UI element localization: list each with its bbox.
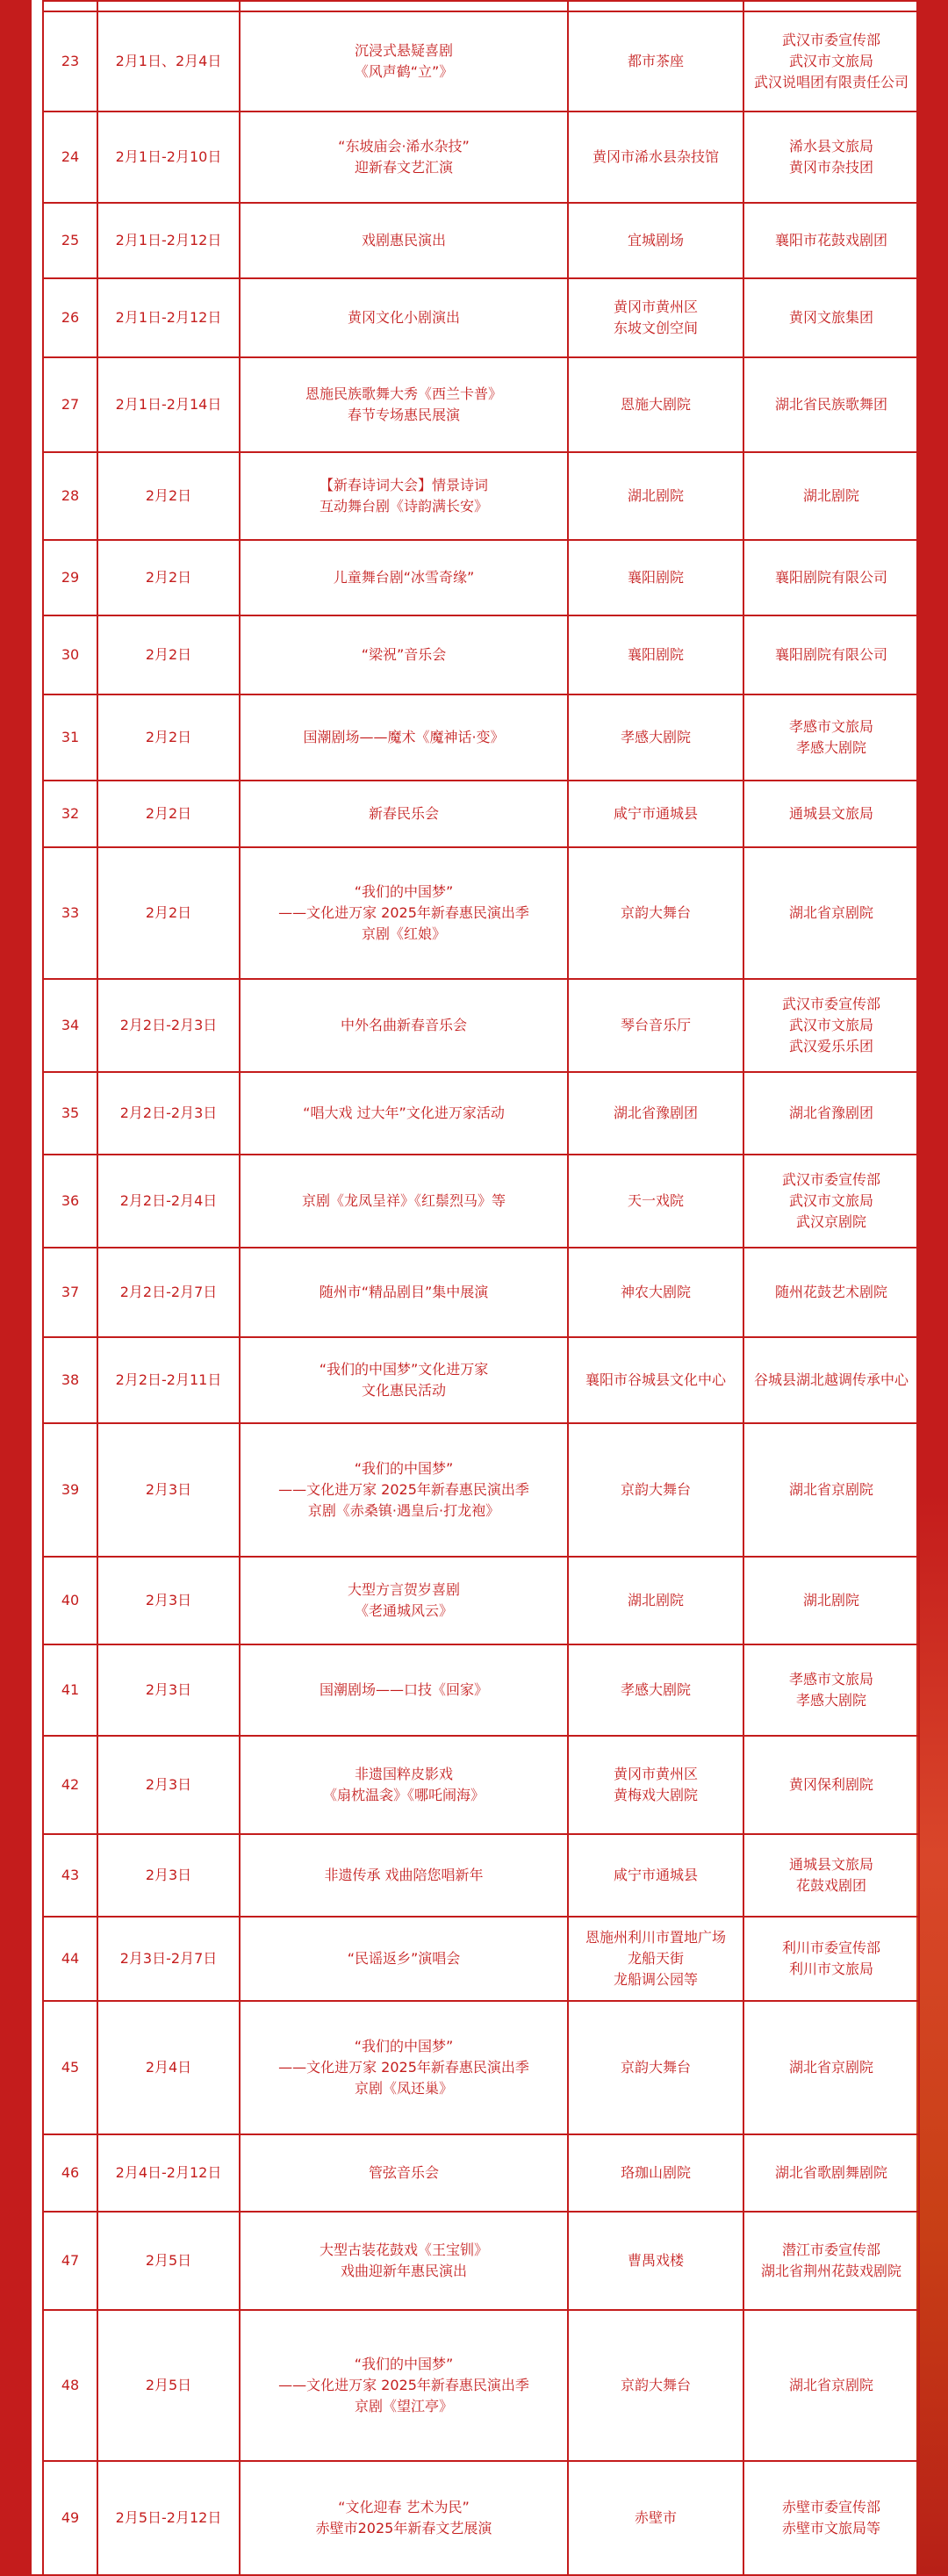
cell-program: “我们的中国梦” ——文化进万家 2025年新春惠民演出季 京剧《红娘》	[240, 847, 568, 979]
table-row	[43, 1423, 919, 1557]
cell-venue: 襄阳剧院	[568, 540, 743, 615]
cell-program: 儿童舞台剧“冰雪奇缘”	[240, 540, 568, 615]
cell-organizer: 通城县文旅局 花鼓戏剧团	[743, 1834, 919, 1917]
cell-date: 2月5日-2月12日	[97, 2461, 240, 2575]
cell-program: “我们的中国梦”文化进万家 文化惠民活动	[240, 1337, 568, 1423]
cell-venue: 黄冈市浠水县杂技馆	[568, 112, 743, 203]
cell-number: 27	[43, 357, 97, 452]
cell-date: 2月3日	[97, 1557, 240, 1644]
cell-organizer: 潜江市委宣传部 湖北省荆州花鼓戏剧院	[743, 2212, 919, 2310]
cell-date: 2月3日	[97, 1834, 240, 1917]
cell-date: 2月3日	[97, 1736, 240, 1834]
table-row	[43, 112, 919, 203]
cell-venue: 恩施州利川市置地广场 龙船天街 龙船调公园等	[568, 1917, 743, 2001]
cell-date: 2月1日-2月12日	[97, 278, 240, 357]
right-red-border	[916, 0, 948, 2574]
cell-date: 2月5日	[97, 2310, 240, 2461]
cell-program: 随州市“精品剧目”集中展演	[240, 1248, 568, 1337]
table-row	[43, 2461, 919, 2575]
cell-venue: 赤壁市	[568, 2461, 743, 2575]
cell-program: “我们的中国梦” ——文化进万家 2025年新春惠民演出季 京剧《凤还巢》	[240, 2001, 568, 2134]
table-row	[43, 979, 919, 1072]
cell-organizer: 随州花鼓艺术剧院	[743, 1248, 919, 1337]
cell-number: 33	[43, 847, 97, 979]
table-row	[43, 1917, 919, 2001]
cell-program: 大型古装花鼓戏《王宝钏》 戏曲迎新年惠民演出	[240, 2212, 568, 2310]
cell-organizer: 湖北省歌剧舞剧院	[743, 2134, 919, 2212]
cell-organizer	[743, 1, 919, 11]
cell-venue: 琴台音乐厅	[568, 979, 743, 1072]
table-body	[43, 1, 919, 2575]
cell-venue	[568, 1, 743, 11]
cell-organizer: 襄阳剧院有限公司	[743, 615, 919, 694]
cell-program: 国潮剧场——魔术《魔神话·变》	[240, 694, 568, 781]
table-row	[43, 2310, 919, 2461]
cell-venue: 咸宁市通城县	[568, 1834, 743, 1917]
cell-venue: 襄阳市谷城县文化中心	[568, 1337, 743, 1423]
cell-program: 沉浸式悬疑喜剧 《风声鹤“立”》	[240, 11, 568, 112]
cell-number: 24	[43, 112, 97, 203]
cell-organizer: 襄阳市花鼓戏剧团	[743, 203, 919, 278]
cell-program: 恩施民族歌舞大秀《西兰卡普》 春节专场惠民展演	[240, 357, 568, 452]
table-row	[43, 2134, 919, 2212]
cell-program: 国潮剧场——口技《回家》	[240, 1644, 568, 1736]
table-row	[43, 203, 919, 278]
table-row	[43, 1834, 919, 1917]
cell-program: 京剧《龙凤呈祥》《红鬃烈马》等	[240, 1155, 568, 1248]
cell-organizer: 襄阳剧院有限公司	[743, 540, 919, 615]
table-row	[43, 615, 919, 694]
cell-organizer: 湖北省京剧院	[743, 1423, 919, 1557]
cell-date: 2月4日	[97, 2001, 240, 2134]
cell-program: 黄冈文化小剧演出	[240, 278, 568, 357]
cell-organizer: 黄冈保利剧院	[743, 1736, 919, 1834]
cell-venue: 天一戏院	[568, 1155, 743, 1248]
cell-program: 新春民乐会	[240, 781, 568, 847]
cell-venue: 恩施大剧院	[568, 357, 743, 452]
cell-organizer: 湖北省京剧院	[743, 847, 919, 979]
cell-number: 30	[43, 615, 97, 694]
cell-venue: 都市茶座	[568, 11, 743, 112]
cell-number: 35	[43, 1072, 97, 1155]
cell-date: 2月2日-2月11日	[97, 1337, 240, 1423]
performance-schedule-table	[42, 0, 920, 2576]
cell-venue: 襄阳剧院	[568, 615, 743, 694]
cell-date: 2月3日	[97, 1644, 240, 1736]
cell-program: 戏剧惠民演出	[240, 203, 568, 278]
cell-program: “梁祝”音乐会	[240, 615, 568, 694]
cell-date: 2月1日、2月4日	[97, 11, 240, 112]
cell-venue: 京韵大舞台	[568, 847, 743, 979]
cell-number: 25	[43, 203, 97, 278]
cell-number: 39	[43, 1423, 97, 1557]
cell-venue: 神农大剧院	[568, 1248, 743, 1337]
table-row	[43, 278, 919, 357]
cell-organizer: 湖北剧院	[743, 452, 919, 540]
table-row	[43, 1337, 919, 1423]
cell-venue: 湖北省豫剧团	[568, 1072, 743, 1155]
cell-venue: 孝感大剧院	[568, 694, 743, 781]
left-red-border	[0, 0, 32, 2574]
cell-number: 28	[43, 452, 97, 540]
cell-venue: 京韵大舞台	[568, 1423, 743, 1557]
cell-organizer: 湖北省京剧院	[743, 2001, 919, 2134]
cell-organizer: 孝感市文旅局 孝感大剧院	[743, 1644, 919, 1736]
table-row	[43, 781, 919, 847]
cell-date	[97, 1, 240, 11]
cell-program: 非遗传承 戏曲陪您唱新年	[240, 1834, 568, 1917]
cell-date: 2月2日	[97, 452, 240, 540]
cell-venue: 珞珈山剧院	[568, 2134, 743, 2212]
cell-number: 40	[43, 1557, 97, 1644]
cell-number: 44	[43, 1917, 97, 2001]
cell-venue: 咸宁市通城县	[568, 781, 743, 847]
cell-date: 2月2日	[97, 847, 240, 979]
cell-number: 37	[43, 1248, 97, 1337]
cell-organizer: 赤壁市委宣传部 赤壁市文旅局等	[743, 2461, 919, 2575]
cell-organizer: 湖北省民族歌舞团	[743, 357, 919, 452]
table-row	[43, 1072, 919, 1155]
cell-program: 【新春诗词大会】情景诗词 互动舞台剧《诗韵满长安》	[240, 452, 568, 540]
cell-organizer: 武汉市委宣传部 武汉市文旅局 武汉说唱团有限责任公司	[743, 11, 919, 112]
cell-date: 2月2日-2月3日	[97, 1072, 240, 1155]
cell-program: 管弦音乐会	[240, 2134, 568, 2212]
table-row	[43, 540, 919, 615]
cell-number	[43, 1, 97, 11]
cell-organizer: 湖北省豫剧团	[743, 1072, 919, 1155]
cell-date: 2月2日	[97, 615, 240, 694]
cell-organizer: 武汉市委宣传部 武汉市文旅局 武汉京剧院	[743, 1155, 919, 1248]
cell-date: 2月2日	[97, 781, 240, 847]
table-row	[43, 2212, 919, 2310]
cell-date: 2月1日-2月12日	[97, 203, 240, 278]
cell-number: 31	[43, 694, 97, 781]
cell-program: 中外名曲新春音乐会	[240, 979, 568, 1072]
cell-number: 48	[43, 2310, 97, 2461]
cell-number: 43	[43, 1834, 97, 1917]
cell-program: “我们的中国梦” ——文化进万家 2025年新春惠民演出季 京剧《望江亭》	[240, 2310, 568, 2461]
cell-number: 26	[43, 278, 97, 357]
table-row	[43, 452, 919, 540]
cell-venue: 京韵大舞台	[568, 2310, 743, 2461]
cell-program: “民谣返乡”演唱会	[240, 1917, 568, 2001]
cell-program: “文化迎春 艺术为民” 赤壁市2025年新春文艺展演	[240, 2461, 568, 2575]
cell-venue: 湖北剧院	[568, 1557, 743, 1644]
cell-date: 2月3日	[97, 1423, 240, 1557]
cell-venue: 黄冈市黄州区 黄梅戏大剧院	[568, 1736, 743, 1834]
table-row	[43, 1248, 919, 1337]
cell-number: 46	[43, 2134, 97, 2212]
table-row	[43, 847, 919, 979]
cell-date: 2月1日-2月10日	[97, 112, 240, 203]
cell-number: 29	[43, 540, 97, 615]
cell-program: “唱大戏 过大年”文化进万家活动	[240, 1072, 568, 1155]
cell-date: 2月2日-2月4日	[97, 1155, 240, 1248]
cell-program: “我们的中国梦” ——文化进万家 2025年新春惠民演出季 京剧《赤桑镇·遇皇后·打龙袍》	[240, 1423, 568, 1557]
cell-program	[240, 1, 568, 11]
cell-number: 47	[43, 2212, 97, 2310]
cell-organizer: 湖北剧院	[743, 1557, 919, 1644]
cell-number: 36	[43, 1155, 97, 1248]
cell-organizer: 湖北省京剧院	[743, 2310, 919, 2461]
cell-venue: 黄冈市黄州区 东坡文创空间	[568, 278, 743, 357]
cell-program: “东坡庙会·浠水杂技” 迎新春文艺汇演	[240, 112, 568, 203]
cell-number: 23	[43, 11, 97, 112]
cell-date: 2月3日-2月7日	[97, 1917, 240, 2001]
table-row	[43, 1557, 919, 1644]
cell-number: 42	[43, 1736, 97, 1834]
cell-venue: 孝感大剧院	[568, 1644, 743, 1736]
cell-date: 2月5日	[97, 2212, 240, 2310]
table-row	[43, 1644, 919, 1736]
cell-program: 大型方言贺岁喜剧 《老通城风云》	[240, 1557, 568, 1644]
cell-organizer: 武汉市委宣传部 武汉市文旅局 武汉爱乐乐团	[743, 979, 919, 1072]
cell-date: 2月2日	[97, 694, 240, 781]
cell-organizer: 孝感市文旅局 孝感大剧院	[743, 694, 919, 781]
cell-venue: 曹禺戏楼	[568, 2212, 743, 2310]
cell-date: 2月2日-2月7日	[97, 1248, 240, 1337]
cell-organizer: 浠水县文旅局 黄冈市杂技团	[743, 112, 919, 203]
table-row	[43, 1736, 919, 1834]
cell-number: 34	[43, 979, 97, 1072]
cell-number: 49	[43, 2461, 97, 2575]
cell-number: 32	[43, 781, 97, 847]
cell-venue: 京韵大舞台	[568, 2001, 743, 2134]
table-row	[43, 694, 919, 781]
cell-organizer: 利川市委宣传部 利川市文旅局	[743, 1917, 919, 2001]
cell-organizer: 黄冈文旅集团	[743, 278, 919, 357]
cell-number: 38	[43, 1337, 97, 1423]
cell-program: 非遗国粹皮影戏 《扇枕温衾》《哪吒闹海》	[240, 1736, 568, 1834]
cell-number: 45	[43, 2001, 97, 2134]
cell-number: 41	[43, 1644, 97, 1736]
cell-date: 2月4日-2月12日	[97, 2134, 240, 2212]
cell-date: 2月1日-2月14日	[97, 357, 240, 452]
cell-organizer: 通城县文旅局	[743, 781, 919, 847]
cell-date: 2月2日	[97, 540, 240, 615]
table-row	[43, 2001, 919, 2134]
cell-date: 2月2日-2月3日	[97, 979, 240, 1072]
table-row	[43, 11, 919, 112]
table-row	[43, 1155, 919, 1248]
cell-organizer: 谷城县湖北越调传承中心	[743, 1337, 919, 1423]
table-row	[43, 357, 919, 452]
cell-venue: 湖北剧院	[568, 452, 743, 540]
cell-venue: 宜城剧场	[568, 203, 743, 278]
table-row	[43, 1, 919, 11]
